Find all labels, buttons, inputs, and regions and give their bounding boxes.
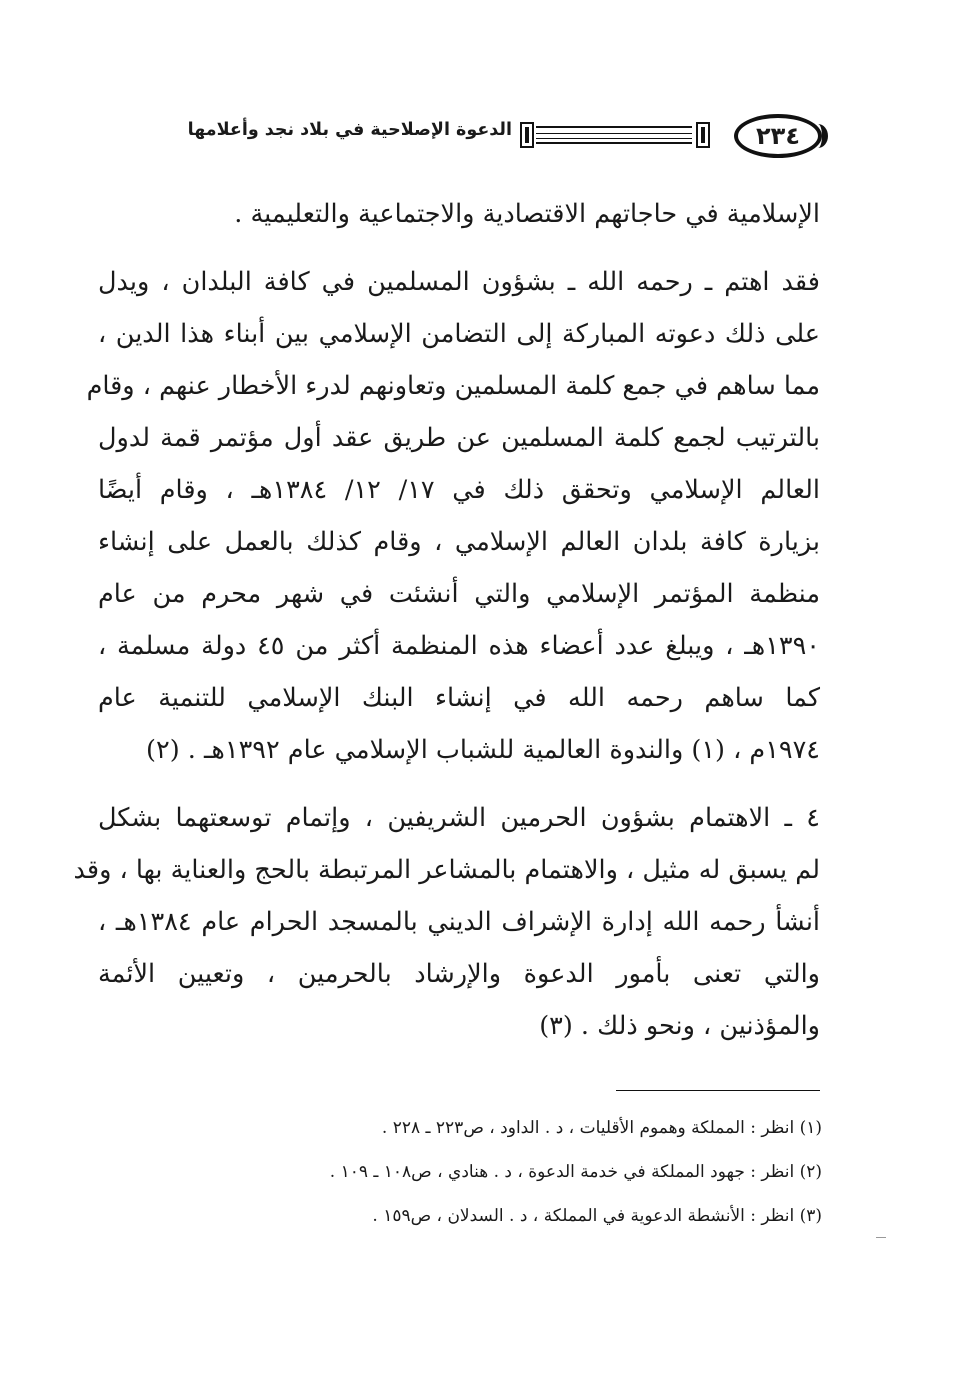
text-line: والتي تعنى بأمور الدعوة والإرشاد بالحرمين ، وتعيين الأئمة <box>98 959 820 989</box>
footnote: (١) انظر : المملكة وهموم الأقليات ، د . الداود ، ص٢٢٣ ـ ٢٢٨ . <box>381 1118 822 1138</box>
page-header <box>90 112 822 162</box>
text-line: بالترتيب لجمع كلمة المسلمين عن طريق عقد أول مؤتمر قمة لدول <box>98 423 820 453</box>
text-line: العالم الإسلامي وتحقق ذلك في ١٧/ ١٢/ ١٣٨٤هـ ، وقام أيضًا <box>98 475 820 505</box>
footnote: (٣) انظر : الأنشطة الدعوية في المملكة ، د . السدلان ، ص١٥٩ . <box>372 1206 822 1226</box>
text-line: أنشأ رحمه الله إدارة الإشراف الديني بالمسجد الحرام عام ١٣٨٤هـ ، <box>98 907 820 937</box>
text-line: ١٣٩٠هـ ، ويبلغ عدد أعضاء هذه المنظمة أكثر من ٤٥ دولة مسلمة ، <box>98 631 821 661</box>
margin-mark <box>876 1237 886 1238</box>
footnote: (٢) انظر : جهود المملكة في خدمة الدعوة ، د . هنادي ، ص١٠٨ ـ ١٠٩ . <box>329 1162 822 1182</box>
header-ornament-block <box>520 122 534 148</box>
text-line: منظمة المؤتمر الإسلامي والتي أنشئت في شهر محرم من عام <box>98 579 820 609</box>
header-ornament-block <box>696 122 710 148</box>
text-line: فقد اهتم ـ رحمه الله ـ بشؤون المسلمين في كافة البلدان ، ويدل <box>98 267 820 297</box>
footnotes <box>222 1106 822 1238</box>
text-line: كما ساهم رحمه الله في إنشاء البنك الإسلامي للتنمية عام <box>98 683 820 713</box>
text-line: مما ساهم في جمع كلمة المسلمين وتعاونهم لدرء الأخطار عنهم ، وقام <box>86 371 820 401</box>
body-text <box>73 188 821 1052</box>
header-ornament-bar <box>536 126 692 144</box>
running-title: الدعوة الإصلاحية في بلاد نجد وأعلامها <box>187 120 512 140</box>
text-line: على ذلك دعوته المباركة إلى التضامن الإسلامي بين أبناء هذا الدين ، <box>98 319 820 349</box>
footnote-separator <box>616 1090 820 1091</box>
page-number: ٢٣٤ <box>734 114 822 158</box>
text-line: الإسلامية في حاجاتهم الاقتصادية والاجتماعية والتعليمية . <box>234 199 820 229</box>
text-line: بزيارة كافة بلدان العالم الإسلامي ، وقام كذلك بالعمل على إنشاء <box>98 527 820 557</box>
text-line: والمؤذنين ، ونحو ذلك . (٣) <box>539 1011 820 1041</box>
text-line: لم يسبق له مثيل ، والاهتمام بالمشاعر المرتبطة بالحج والعناية بها ، وقد <box>73 855 820 885</box>
text-line: ٤ ـ الاهتمام بشؤون الحرمين الشريفين ، وإتمام توسعتهما بشكل <box>98 803 820 833</box>
paragraph-gap <box>98 776 820 792</box>
text-line: ١٩٧٤م ، (١) والندوة العالمية للشباب الإسلامي عام ١٣٩٢هـ . (٢) <box>146 735 820 765</box>
paragraph-gap <box>98 240 820 256</box>
